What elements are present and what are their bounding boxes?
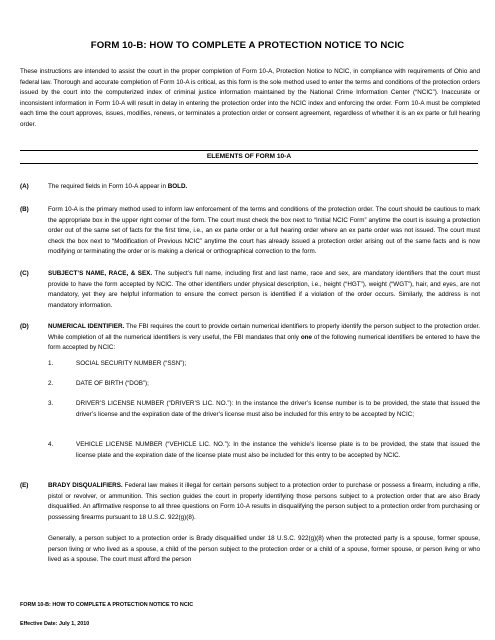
section-e (20, 481, 480, 523)
section-c-heading: SUBJECT’S NAME, RACE, & SEX. (48, 270, 153, 277)
list-item-number: 3. (48, 400, 54, 407)
list-item-text: DRIVER’S LICENSE NUMBER (“DRIVER’S LIC. NO.”): In the instance the driver’s license number is to be provided, the state that issued the driver’s license and the expiration date of the driver’s license must also be included for this entry to be accepted by NCIC; (76, 400, 480, 418)
list-item (48, 440, 480, 461)
list-item-text: DATE OF BIRTH (“DOB”); (76, 380, 149, 387)
section-b (20, 205, 480, 258)
section-e-text: Federal law makes it illegal for certain persons subject to a protection order to purchase or possess a firearm, including a rifle, pistol or revolver, or ammunition. This section guides the court in properly identifying those persons subject to a protection order that are also Brady disqualified. An affirmative response to all three questions on Form 10-A results in disqualifying the person subject to a protection order from purchasing or possessing firearms pursuant to 18 U.S.C. 922(g)(8). (48, 482, 481, 521)
page-title: FORM 10-B: HOW TO COMPLETE A PROTECTION NOTICE TO NCIC (90, 40, 405, 51)
section-e-letter: (E) (20, 482, 29, 489)
list-item (48, 399, 480, 420)
section-a-text: The required fields in Form 10-A appear in (48, 183, 168, 190)
section-c (20, 269, 480, 311)
section-a-letter: (A) (20, 183, 29, 190)
section-d-text: The FBI requires the court to provide certain numerical identifiers to properly identify the person subject to the protection order. While completion of all the numerical identifiers is very useful, the FBI mandates that only (48, 323, 480, 341)
footer-effective-date: Effective Date: July 1, 2010 (20, 621, 90, 627)
section-b-text: Form 10-A is the primary method used to inform law enforcement of the terms and conditions of the protection order. The court should be cautious to mark the appropriate box in the upper right corner of the form. The court must check the box next to “Initial NCIC Form” anytime the court is issuing a protection order out of the same set of facts for the first time, i.e., an ex parte order or a full hearing order where an ex parte order was not issued. The court must check the box next to “Modification of Previous NCIC” anytime the court has already issued a protection order arising out of the same facts and is now modifying or terminating the order or is making a clerical or orthographical correction to the form. (48, 206, 480, 256)
section-e-paragraph-2: Generally, a person subject to a protection order is Brady disqualified under 18 U.S.C. 922(g)(8) when the protected party is a spouse, former spouse, person living or who lived as a spouse, a child of the person subject to the protection order or a child of a spouse, former spouse, or person living or who lived as a spouse. The court must afford the person (48, 535, 480, 564)
section-a-bold: BOLD. (167, 183, 188, 190)
section-b-letter: (B) (20, 206, 29, 213)
section-d (20, 322, 480, 354)
list-item-number: 2. (48, 380, 54, 387)
elements-heading: ELEMENTS OF FORM 10-A (20, 150, 478, 164)
section-c-text: The subject’s full name, including first and last name, race and sex, are mandatory identifiers that the court must provide to have the form accepted by NCIC. The other identifiers under physical description, i.e., height (“HGT”), weight (“WGT”), hair, and eyes, are not mandatory, yet they are helpful information to ensure the correct person is identified if a violation of the order occurs. Similarly, the address is not mandatory information. (48, 270, 480, 309)
section-d-text-end: of the following numerical identifiers be entered to have the form accepted by NCIC: (48, 333, 480, 352)
section-d-emphasis: one (300, 333, 313, 341)
section-e-heading: BRADY DISQUALIFIERS. (48, 482, 123, 489)
list-item (48, 359, 480, 370)
list-item (48, 379, 480, 390)
intro-paragraph: These instructions are intended to assist the court in the proper completion of Form 10-A, Protection Notice to NCIC, in compliance with requirements of Ohio and federal law. Thorough and accurate completion of Form 10-A is critical, as this form is the sole method used to enter the terms and conditions of the protection orders issued by the court into the computerized index of criminal justice information maintained by the National Crime Information Center (“NCIC”). Inaccurate or inconsistent information in Form 10-A will result in delay in entering the protection order into the NCIC index and enforcing the order. Form 10-A must be completed each time the court approves, issues, modifies, renews, or terminates a protection order or consent agreement, regardless of whether it is an ex parte or full hearing order. (20, 68, 480, 128)
list-item-text: VEHICLE LICENSE NUMBER (“VEHICLE LIC. NO.”): In the instance the vehicle’s license plate is to be provided, the state that issued the license plate and the expiration date of the license plate must also be included for this entry to be accepted by NCIC. (76, 441, 480, 459)
list-item-number: 4. (48, 441, 54, 448)
footer-form-title: FORM 10-B: HOW TO COMPLETE A PROTECTION NOTICE TO NCIC (20, 602, 194, 608)
section-c-letter: (C) (20, 270, 29, 277)
section-a (20, 182, 480, 193)
list-item-text: SOCIAL SECURITY NUMBER (“SSN”); (76, 360, 187, 367)
list-item-number: 1. (48, 360, 54, 367)
section-d-letter: (D) (20, 323, 29, 330)
section-d-heading: NUMERICAL IDENTIFIER. (48, 323, 125, 330)
